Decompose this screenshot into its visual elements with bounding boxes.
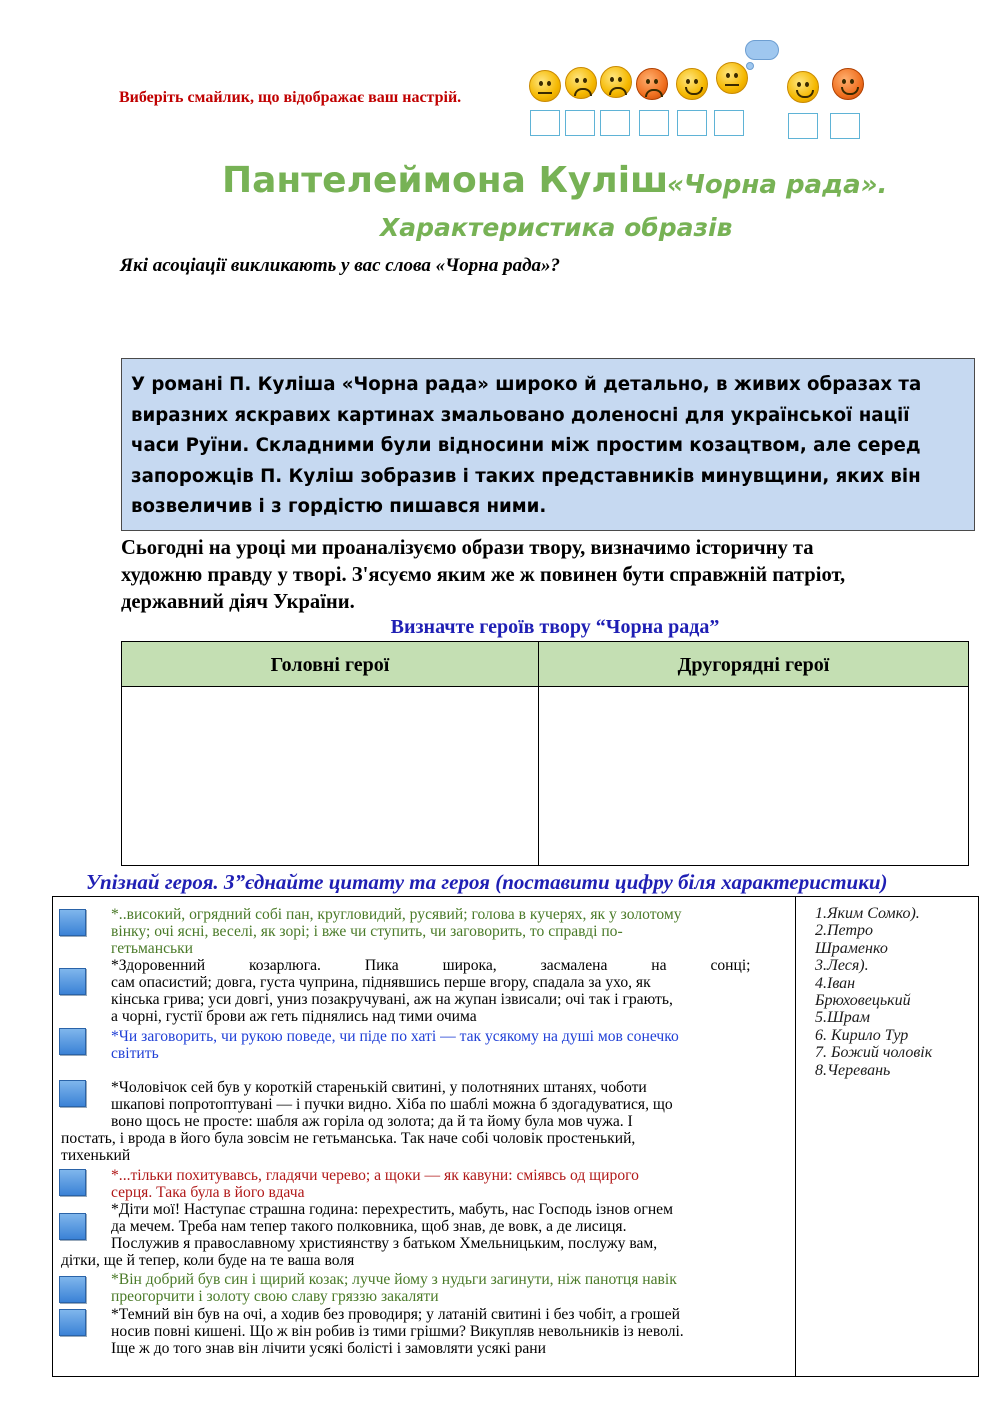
- main-heroes-input-area[interactable]: [122, 688, 538, 865]
- hero-name: 8.Черевань: [815, 1061, 891, 1079]
- mood-prompt: Виберіть смайлик, що відображає ваш настрій.: [119, 89, 462, 106]
- hero-name: Брюховецький: [815, 992, 911, 1010]
- quote-5: *...тільки похитувавсь, гладячи черево; а щоки — як кавуни: сміявсь од щирого серця. Така була в його вдача: [111, 1167, 639, 1201]
- lesson-line: Сьогодні на уроці ми проаналізуємо образи твору, визначимо історичну та: [121, 537, 814, 559]
- main-heroes-column: [122, 642, 539, 865]
- hero-name: 6. Кирило Тур: [815, 1026, 909, 1044]
- lesson-line: художню правду у творі. З'ясуємо яким же ж повинен бути справжній патріот,: [121, 564, 846, 586]
- hero-name: 5.Шрам: [815, 1009, 870, 1027]
- main-heroes-header: Головні герої: [122, 642, 538, 687]
- hero-name: 4.Іван: [815, 974, 856, 992]
- hero-name: 2.Петро: [815, 922, 873, 940]
- answer-box-4[interactable]: [59, 1080, 86, 1107]
- answer-box-2[interactable]: [59, 968, 86, 995]
- answer-box-6[interactable]: [59, 1213, 86, 1240]
- hero-name: 3.Леся).: [815, 957, 869, 975]
- mood-checkbox-7[interactable]: [788, 113, 818, 139]
- heroes-task-title: Визначте героїв твору “Чорна рада”: [390, 616, 720, 638]
- association-question: Які асоціації викликають у вас слова «Чорна рада»?: [120, 255, 561, 276]
- quote-7: *Він добрий був син і щирий козак; лучче йому з нудьги загинути, ніж панотця навік преогорчити і золоту свою славу гряззю закаляти: [111, 1271, 677, 1305]
- answer-box-3[interactable]: [59, 1028, 86, 1055]
- title-author: Пантелеймона Куліш: [222, 160, 669, 201]
- mood-checkbox-6[interactable]: [714, 110, 744, 136]
- smiley-cheering-icon[interactable]: [832, 68, 864, 100]
- mood-checkbox-5[interactable]: [677, 110, 707, 136]
- match-table: [52, 896, 979, 1377]
- answer-box-8[interactable]: [59, 1309, 86, 1336]
- intro-line: виразних яскравих картинах змальовано доленосні для української нації: [131, 404, 910, 426]
- thought-dot-icon: [746, 62, 754, 70]
- lesson-line: державний діяч України.: [121, 591, 355, 613]
- secondary-heroes-input-area[interactable]: [539, 688, 968, 865]
- match-task-title: Упізнай героя. З”єднайте цитату та героя (поставити цифру біля характеристики): [86, 870, 888, 894]
- intro-line: запорожців П. Куліш зобразив і таких представників минувщини, яких він: [131, 465, 921, 487]
- quote-6: *Діти мої! Наступає страшна година: перехрестить, мабуть, нас Господь ізнов огнем да мечем. Треба нам тепер такого полковника, щоб знав, де вовк, а де лисиця. Послужив я православному християнству з батьком Хмельницьким, послужу вам, дітки, ще й тепер, коли буде на те ваша воля: [61, 1201, 673, 1269]
- answer-box-1[interactable]: [59, 909, 86, 936]
- hero-name: 7. Божий чоловік: [815, 1044, 933, 1062]
- match-divider: [795, 897, 796, 1376]
- smiley-worried-icon[interactable]: [600, 66, 632, 98]
- thought-cloud-icon: [745, 40, 779, 60]
- hero-name: 1.Яким Сомко).: [815, 905, 920, 922]
- lesson-goals: [121, 535, 971, 616]
- quote-1: *..високий, огрядний собі пан, кругловидий, русявий; голова в кучерях, як у золотому вінку; очі ясні, веселі, як зорі; і вже чи ступить, чи заговорить, то справді по- гетьманськи: [111, 906, 682, 957]
- page-subtitle: Характеристика образів: [380, 213, 733, 242]
- smiley-thinking-icon[interactable]: [716, 62, 748, 94]
- title-work: «Чорна рада».: [667, 170, 888, 200]
- intro-line: У романі П. Куліша «Чорна рада» широко й детально, в живих образах та: [131, 374, 922, 395]
- mood-checkbox-3[interactable]: [600, 110, 630, 136]
- answer-box-5[interactable]: [59, 1169, 86, 1196]
- mood-checkbox-8[interactable]: [830, 113, 860, 139]
- mood-checkbox-2[interactable]: [565, 110, 595, 136]
- quote-2: *Здоровенний козарлюга. Пика широка, засмалена на сонці; сам опасистий; довга, густа чуприна, піднявшись перше вгору, спадала за ухо, як кінська грива; уси довгі, униз позакручувані, аж на жупан ізвисали; очі так і грають, а чорні, густії брови аж геть піднялись над тими очима: [111, 957, 751, 1025]
- smiley-content-icon[interactable]: [676, 68, 708, 100]
- mood-checkbox-4[interactable]: [639, 110, 669, 136]
- secondary-heroes-column: [539, 642, 968, 865]
- smiley-neutral-icon[interactable]: [529, 70, 561, 102]
- smiley-angry-icon[interactable]: [636, 68, 668, 100]
- intro-line: возвеличив і з гордістю пишався ними.: [131, 496, 547, 518]
- hero-name: Шраменко: [815, 939, 888, 957]
- quote-3: *Чи заговорить, чи рукою поведе, чи піде по хаті — так усякому на душі мов сонечко світить: [111, 1028, 679, 1062]
- quote-4: *Чоловічок сей був у короткій старенькій свитині, у полотняних штанях, чоботи шкапові попротоптувані — і пучки видно. Хіба по шаблі можна б здогадуватися, що воно щось не просте: шабля аж горіла од золота; да й та йому була мов чужа. І постать, і врода в його була зовсім не гетьманська. Так наче собі чоловік простенький, тихенький: [61, 1079, 673, 1164]
- smiley-sad-icon[interactable]: [565, 67, 597, 99]
- heroes-table: [121, 641, 969, 866]
- answer-box-7[interactable]: [59, 1276, 86, 1303]
- intro-line: часи Руїни. Складними були відносини між простим козацтвом, але серед: [131, 435, 921, 457]
- intro-box: [121, 358, 975, 531]
- secondary-heroes-header: Другорядні герої: [539, 642, 968, 687]
- hero-names-list: [815, 905, 932, 1079]
- smiley-happy-icon[interactable]: [787, 71, 819, 103]
- quote-8: *Темний він був на очі, а ходив без проводиря; у латаній свитині і без чобіт, а грошей носив повні кишені. Що ж він робив із тими грішми? Викупляв невольників із неволі. Іще ж до того знав він лічити усякі болісті і замовляти усякі рани: [111, 1306, 684, 1357]
- mood-checkbox-1[interactable]: [530, 110, 560, 136]
